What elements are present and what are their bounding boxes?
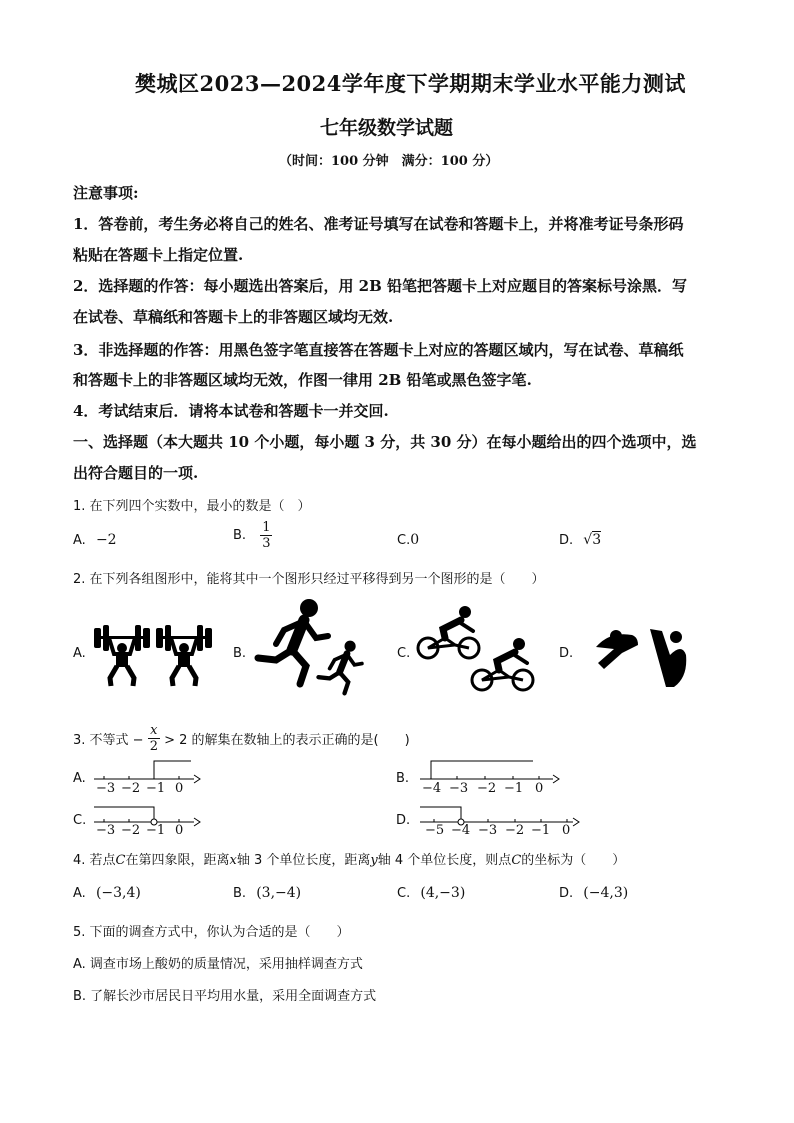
q3-b-tick-4: −1 <box>504 781 524 796</box>
q5-option-b: B. 了解长沙市居民日平均用水量，采用全面调查方式 <box>73 989 377 1004</box>
q3-c-tick-1: −3 <box>96 823 116 838</box>
q1-option-a <box>73 532 117 548</box>
note-2-line1: 2．选择题的作答：每小题选出答案后，用 2B 铅笔把答题卡上对应题目的答案标号涂黑．写 <box>73 277 688 295</box>
weightlifter-left-icon <box>94 625 150 686</box>
diver-right-icon <box>650 629 686 687</box>
q4-stem <box>73 849 625 868</box>
diver-left-icon <box>596 630 638 669</box>
runner-pair-icon <box>254 598 384 708</box>
q1-a-value: −2 <box>95 532 117 548</box>
q2-label-c: C. <box>397 646 411 661</box>
q4-a-value: (−3,4) <box>95 885 141 901</box>
notes-heading: 注意事项: <box>73 184 139 202</box>
q4-d-label: D. <box>559 886 574 901</box>
q3-d-tick-6: 0 <box>562 823 571 838</box>
q2-label-d: D. <box>559 646 574 661</box>
q3-d-tick-1: −5 <box>425 823 445 838</box>
section1-line2: 出符合题目的一项. <box>73 464 199 482</box>
note-1-line2: 粘贴在答题卡上指定位置. <box>73 246 244 264</box>
q1-d-sqrt: √ <box>583 532 593 548</box>
weightlifter-right-icon <box>156 625 212 686</box>
q3-b-tick-3: −2 <box>477 781 497 796</box>
q4-c-value: (4,−3) <box>420 885 466 901</box>
q3-stem-post: > 2 的解集在数轴上的表示正确的是( ) <box>164 733 410 748</box>
q1-option-c <box>397 532 419 548</box>
q1-option-d <box>559 532 601 548</box>
q5-option-a: A. 调查市场上酸奶的质量情况，采用抽样调查方式 <box>73 957 363 972</box>
q3-b-tick-1: −4 <box>422 781 442 796</box>
q3-b-tick-5: 0 <box>535 781 544 796</box>
q3-a-tick-3: −1 <box>146 781 166 796</box>
q3-frac-den: 2 <box>149 739 158 754</box>
q5-stem: 5. 下面的调查方式中，你认为合适的是（ ） <box>73 925 350 940</box>
q4-d-value: (−4,3) <box>583 885 629 901</box>
q4-option-c <box>397 885 465 901</box>
q3-stem-pre: 3. 不等式 − <box>73 733 144 748</box>
diver-pair-icon <box>592 625 692 691</box>
q1-option-b <box>233 520 272 551</box>
note-1-line1: 1．答卷前，考生务必将自己的姓名、准考证号填写在试卷和答题卡上，并将准考证号条形码 <box>73 215 684 233</box>
q2-label-b: B. <box>233 646 247 661</box>
q2-label-a: A. <box>73 646 86 661</box>
q3-fraction <box>148 723 160 754</box>
note-3-line1: 3．非选择题的作答：用黑色签字笔直接答在答题卡上对应的答题区域内，写在试卷、草稿纸 <box>73 341 684 359</box>
note-2-line2: 在试卷、草稿纸和答题卡上的非答题区域均无效. <box>73 308 394 326</box>
q1-b-denominator: 3 <box>262 536 271 551</box>
note-4-line1: 4．考试结束后．请将本试卷和答题卡一并交回. <box>73 402 389 420</box>
q4-b-value: (3,−4) <box>256 885 302 901</box>
q4-point-c-2: C <box>511 853 522 868</box>
section1-line1: 一、选择题（本大题共 10 个小题，每小题 3 分，共 30 分）在每小题给出的四个选项中，选 <box>73 433 697 451</box>
q1-a-label: A. <box>73 533 86 548</box>
runner-large-icon <box>258 599 328 684</box>
q4-point-c: C <box>115 853 126 868</box>
note-3-line2: 和答题卡上的非答题区域均无效，作图一律用 2B 铅笔或黑色签字笔. <box>73 371 532 389</box>
q2-stem: 2. 在下列各组图形中，能将其中一个图形只经过平移得到另一个图形的是（ ） <box>73 572 545 587</box>
q3-d-tick-5: −1 <box>531 823 551 838</box>
q3-c-tick-2: −2 <box>121 823 141 838</box>
cyclist-bottom-icon <box>472 638 533 690</box>
q4-stem-part-e: 的坐标为（ ） <box>521 853 626 868</box>
q3-label-d: D. <box>396 813 411 828</box>
q3-a-tick-2: −2 <box>121 781 141 796</box>
q3-d-tick-2: −4 <box>451 823 471 838</box>
q4-stem-part-a: 4. 若点 <box>73 853 116 868</box>
q1-c-value: 0 <box>410 532 420 548</box>
q1-stem: 1. 在下列四个实数中，最小的数是（ ） <box>73 499 311 514</box>
q3-c-tick-3: −1 <box>146 823 166 838</box>
time-info: （时间：100 分钟 满分：100 分） <box>279 154 499 169</box>
q3-label-b: B. <box>396 771 410 786</box>
q4-stem-part-d: 轴 4 个单位长度，则点 <box>377 853 512 868</box>
q1-d-label: D. <box>559 533 574 548</box>
q1-c-label: C. <box>397 533 411 548</box>
runner-small-icon <box>318 641 361 694</box>
exam-title: 樊城区2023—2024学年度下学期期末学业水平能力测试 <box>135 71 686 96</box>
q4-y-var: y <box>370 853 378 868</box>
q3-d-tick-3: −3 <box>478 823 498 838</box>
q3-b-tick-2: −3 <box>449 781 469 796</box>
exam-subtitle: 七年级数学试题 <box>320 117 454 139</box>
q1-b-numerator: 1 <box>262 520 271 535</box>
q4-option-a <box>73 885 141 901</box>
q4-b-label: B. <box>233 886 247 901</box>
q4-option-b <box>233 885 301 901</box>
q4-stem-part-c: 轴 3 个单位长度，距离 <box>236 853 371 868</box>
q3-label-c: C. <box>73 813 87 828</box>
cyclist-top-icon <box>418 606 479 658</box>
q3-a-tick-1: −3 <box>96 781 116 796</box>
q3-stem <box>73 723 410 754</box>
q3-a-tick-4: 0 <box>175 781 184 796</box>
q1-d-radicand: 3 <box>592 532 602 548</box>
q3-c-tick-4: 0 <box>175 823 184 838</box>
weightlifter-pair-icon <box>92 620 222 688</box>
q1-b-fraction <box>260 520 272 551</box>
q4-stem-part-b: 在第四象限，距离 <box>125 853 230 868</box>
q4-x-var: x <box>229 853 237 868</box>
q4-option-d <box>559 885 628 901</box>
q3-d-tick-4: −2 <box>505 823 525 838</box>
q3-frac-num: x <box>148 723 160 739</box>
q3-label-a: A. <box>73 771 86 786</box>
cyclist-pair-icon <box>415 605 540 697</box>
q4-c-label: C. <box>397 886 411 901</box>
q4-a-label: A. <box>73 886 86 901</box>
q1-b-label: B. <box>233 528 247 543</box>
